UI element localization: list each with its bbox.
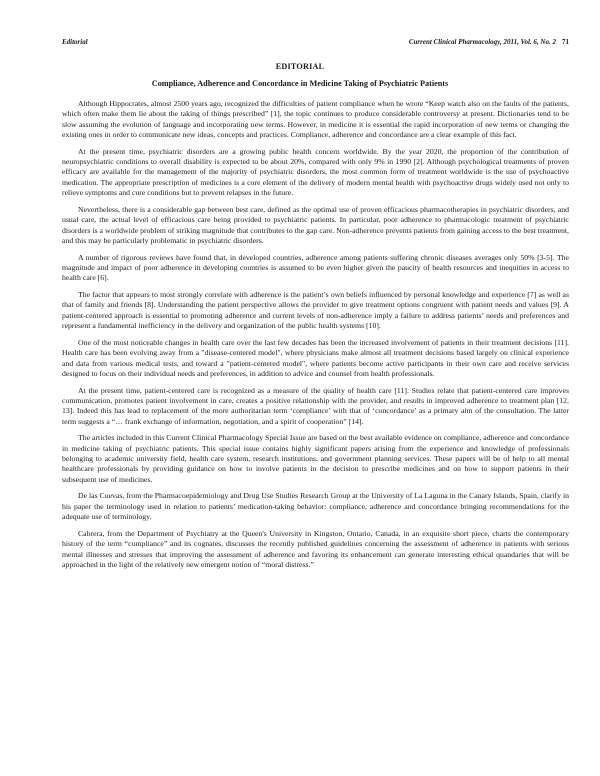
body-paragraph: Cabrera, from the Department of Psychiatry at the Queen's University in Kingston, Ontario, Canada, in an exquisite short piece, charts the contemporary history of the term “compliance” and its cognates, discusses the recently published guidelines concerning the assessment of adherence in patients with serious mental illnesses and stresses that improving the assessment of adherence and favoring its enhancement can generate interesting ethical quandaries that will be approached in the light of the relatively new emergent notion of “moral distress.” bbox=[62, 528, 569, 569]
article-body bbox=[62, 99, 569, 577]
body-paragraph: At the present time, psychiatric disorders are a growing public health concern worldwide. By the year 2020, the proportion of the contribution of neuropsychiatric conditions to overall disability is expected to be about 20%, compared with only 9% in 1990 [2]. Although psychological treatments of proven efficacy are available for the management of the majority of psychiatric disorders, the most common form of treatment worldwide is the use of psychoactive medication. The appropriate prescription of medicines is a core element of the delivery of modern mental health with psychoactive drugs widely used not only to relieve symptoms and cure conditions but to prevent relapses in the future. bbox=[62, 146, 569, 198]
body-paragraph: De las Cuevas, from the Pharmacoepidemiology and Drug Use Studies Research Group at the University of La Laguna in the Canary Islands, Spain, clarify in his paper the terminology used in relation to patients’ medication-taking behavior: compliance, adherence and concordance bringing recommendations for the adequate use of terminology. bbox=[62, 491, 569, 522]
header-journal-citation: Current Clinical Pharmacology, 2011, Vol. 6, No. 2 bbox=[408, 38, 556, 46]
body-paragraph: At the present time, patient-centered care is recognized as a measure of the quality of health care [11]. Studies relate that patient-centered care improves communication, promotes patient involvement in care, creates a positive relationship with the provider, and results in improved adherence to treatment plan [12, 13]. Indeed this has lead to replacement of the more authoritarian term ‘compliance’ with that of ‘concordance’ as a primary aim of the consultation. The latter term suggests a “… frank exchange of information, negotiation, and a spirit of cooperation” [14]. bbox=[62, 385, 569, 426]
body-paragraph: One of the most noticeable changes in health care over the last few decades has been the increased involvement of patients in their treatment decisions [11]. Health care has been evolving away from a "disease-centered model", where physicians make almost all treatment decisions based largely on clinical experience and data from various medical tests, and toward a "patient-centered model", where patients become active participants in their own care and receive services designed to focus on their individual needs and preferences, in addition to advice and counsel from health professionals. bbox=[62, 337, 569, 378]
body-paragraph: Nevertheless, there is a considerable gap between best care, defined as the optimal use of proven efficacious pharmacotherapies in psychiatric disorders, and usual care, the actual level of efficacious care being provided to psychiatric patients. In particular, poor adherence to pharmacologic treatment of psychiatric disorders is a worldwide problem of striking magnitude that contributes to the gap care. Non-adherence prevents patients from gaining access to the best treatment, and this may be particularly problematic in psychiatric disorders. bbox=[62, 204, 569, 245]
body-paragraph: Although Hippocrates, almost 2500 years ago, recognized the difficulties of patient compliance when he wrote “Keep watch also on the faults of the patients, which often make them lie about the taking of things prescribed” [1], the topic continues to produce considerable controversy at present. Dictionaries tend to be slow assuming the evolution of language and incorporating new terms. However, in medicine it is essential the rapid incorporation of new terms or changing the existing ones in order to communicate new ideas, concepts and practices. Compliance, adherence and concordance are a clear example of this fact. bbox=[62, 99, 569, 140]
running-header bbox=[62, 38, 569, 50]
body-paragraph: The factor that appears to most strongly correlate with adherence is the patient’s own beliefs influenced by personal knowledge and experience [7] as well as that of family and friends [8]. Understanding the patient perspective allows the provider to give treatment options congruent with patient needs and values [9]. A patient-centered approach is essential to promoting adherence and current levels of non-adherence imply a failure to address patients’ needs and preferences and represent a fundamental inefficiency in the delivery and organization of the public health systems [10]. bbox=[62, 290, 569, 331]
body-paragraph: A number of rigorous reviews have found that, in developed countries, adherence among patients suffering chronic diseases averages only 50% [3-5]. The magnitude and impact of poor adherence in developing countries is assumed to be even higher given the paucity of health resources and inequities in access to health care [6]. bbox=[62, 252, 569, 283]
article-title: Compliance, Adherence and Concordance in Medicine Taking of Psychiatric Patients bbox=[151, 79, 449, 88]
header-journal-info bbox=[409, 38, 569, 46]
body-paragraph: The articles included in this Current Clinical Pharmacology Special Issue are based on the best available evidence on compliance, adherence and concordance in medicine taking of psychiatric patients. This special issue contains highly significant papers arising from the experience and knowledge of professionals belonging to academic university field, health care system, research institutions, and government planning services. These papers will be of help to all mental healthcare professionals by providing guidance on how to involve patients in the decision to prescribe medicines and on how to support patients in their subsequent use of medicines. bbox=[62, 433, 569, 484]
header-section-label: Editorial bbox=[62, 38, 88, 46]
header-page-number: 71 bbox=[562, 38, 569, 46]
section-heading: EDITORIAL bbox=[275, 62, 325, 71]
